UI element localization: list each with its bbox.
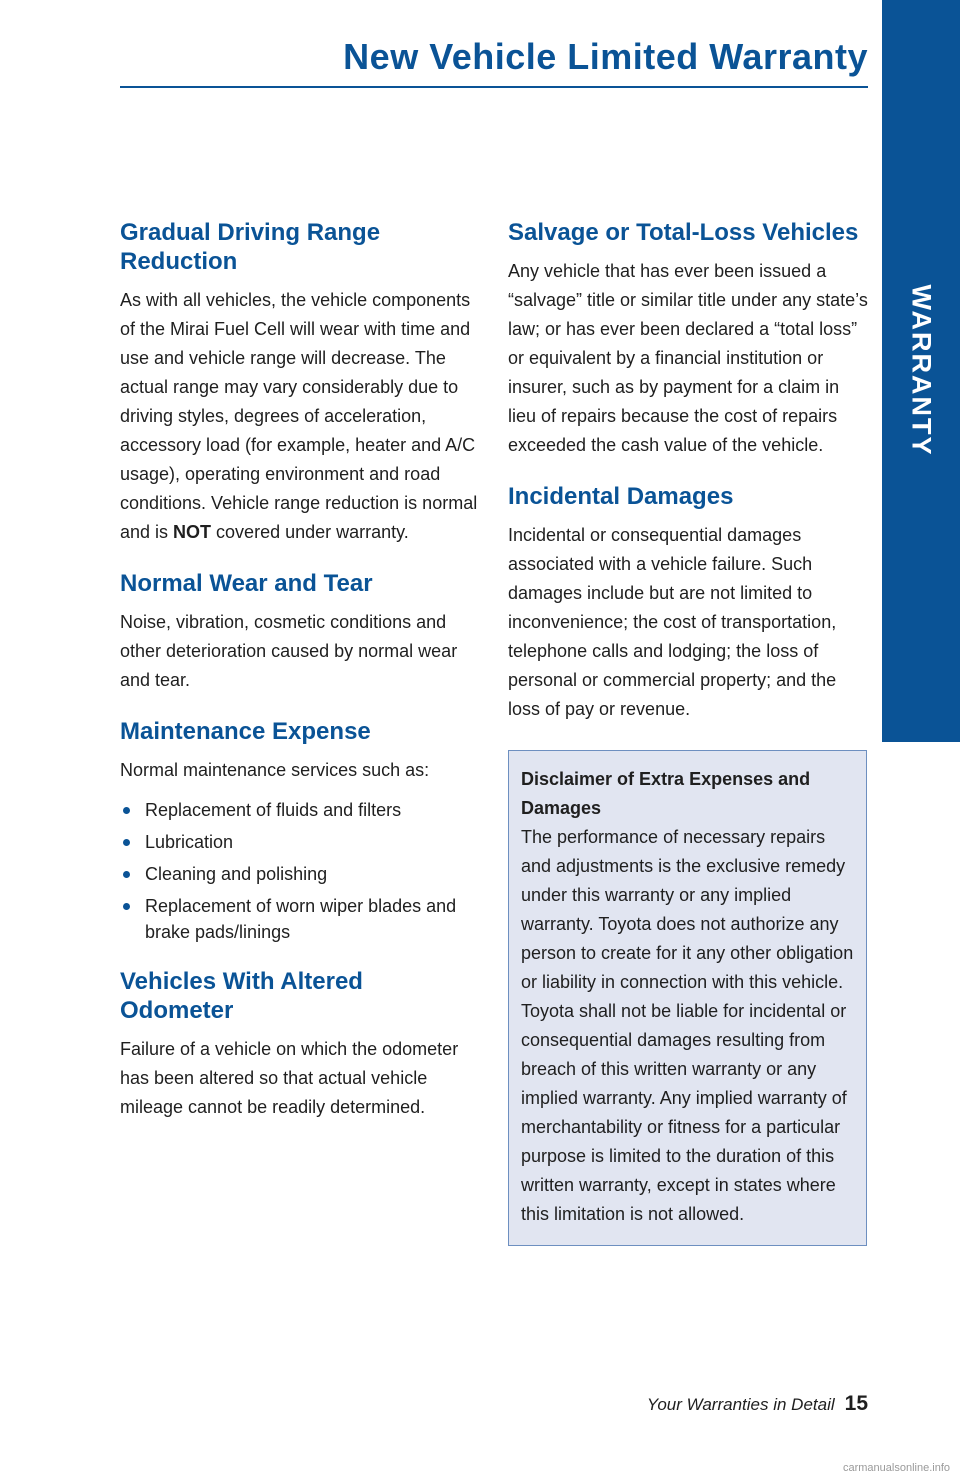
- section-body: Normal maintenance services such as:: [120, 760, 430, 780]
- watermark: carmanualsonline.info: [842, 1462, 950, 1474]
- disclaimer-title: Disclaimer of Extra Expenses and Damages: [521, 769, 811, 818]
- list-item: [120, 829, 478, 855]
- list-item: [120, 893, 478, 945]
- section-heading: Salvage or Total-Loss Vehicles: [508, 219, 859, 246]
- side-tab-label-wrap: [882, 270, 960, 470]
- bullet-icon: [123, 839, 130, 846]
- section-heading: Incidental Damages: [508, 483, 734, 510]
- body-text: covered under warranty.: [211, 522, 409, 542]
- section-wear-tear: [120, 569, 478, 695]
- section-odometer: [120, 967, 478, 1122]
- section-salvage: [508, 218, 868, 460]
- left-column: [120, 218, 478, 1144]
- section-body: Failure of a vehicle on which the odometer has been altered so that actual vehicle mileage cannot be readily determined.: [120, 1039, 459, 1117]
- right-column: [508, 218, 868, 1246]
- section-maintenance: [120, 717, 478, 945]
- section-heading: Maintenance Expense: [120, 718, 371, 745]
- disclaimer-body: The performance of necessary repairs and adjustments is the exclusive remedy under this warranty or any implied warranty. Toyota does not authorize any person to create for it any other obligation or liability in connection with this vehicle. Toyota shall not be liable for incidental or consequential damages resulting from breach of this written warranty or any implied warranty. Any implied warranty of merchantability or fitness for a particular purpose is limited to the duration of this written warranty, except in states where this limitation is not allowed.: [521, 827, 854, 1224]
- section-heading: Normal Wear and Tear: [120, 570, 373, 597]
- list-item-text: Replacement of worn wiper blades and brake pads/linings: [145, 896, 457, 942]
- section-heading: Vehicles With Altered Odometer: [120, 968, 363, 1024]
- list-item-text: Lubrication: [145, 832, 234, 852]
- section-incidental: [508, 482, 868, 724]
- section-body: Noise, vibration, cosmetic conditions and other deterioration caused by normal wear and tear.: [120, 612, 458, 690]
- title-divider: [120, 86, 868, 88]
- page-title: New Vehicle Limited Warranty: [343, 36, 868, 77]
- section-body: [120, 286, 478, 547]
- page-number: 15: [844, 1392, 868, 1415]
- section-body: Incidental or consequential damages associated with a vehicle failure. Such damages include but are not limited to inconvenience; the cost of transportation, telephone calls and lodging; the loss of personal or commercial property; and the loss of pay or revenue.: [508, 525, 837, 719]
- footer-section-label: Your Warranties in Detail: [646, 1395, 835, 1414]
- list-item-text: Cleaning and polishing: [145, 864, 328, 884]
- list-item: [120, 797, 478, 823]
- section-body: Any vehicle that has ever been issued a “salvage” title or similar title under any state’s law; or has ever been declared a “total loss” or equivalent by a financial institution or insurer, such as by payment for a claim in lieu of repairs because the cost of repairs exceeded the cash value of the vehicle.: [508, 261, 868, 455]
- bullet-icon: [123, 807, 130, 814]
- section-heading: Gradual Driving Range Reduction: [120, 219, 381, 275]
- bullet-icon: [123, 903, 130, 910]
- maintenance-list: [120, 797, 478, 945]
- page-footer: [647, 1392, 868, 1416]
- side-tab-label: WARRANTY: [906, 284, 937, 456]
- list-item-text: Replacement of fluids and filters: [145, 800, 402, 820]
- list-item: [120, 861, 478, 887]
- section-driving-range: [120, 218, 478, 547]
- bullet-icon: [123, 871, 130, 878]
- disclaimer-box: [508, 750, 867, 1246]
- emphasis-not: NOT: [173, 522, 212, 542]
- body-text: As with all vehicles, the vehicle components of the Mirai Fuel Cell will wear with time and use and vehicle range will decrease. The actual range may vary considerably due to driving styles, degrees of acceleration, accessory load (for example, heater and A/C usage), operating environment and road conditions. Vehicle range reduction is normal and is: [120, 290, 478, 542]
